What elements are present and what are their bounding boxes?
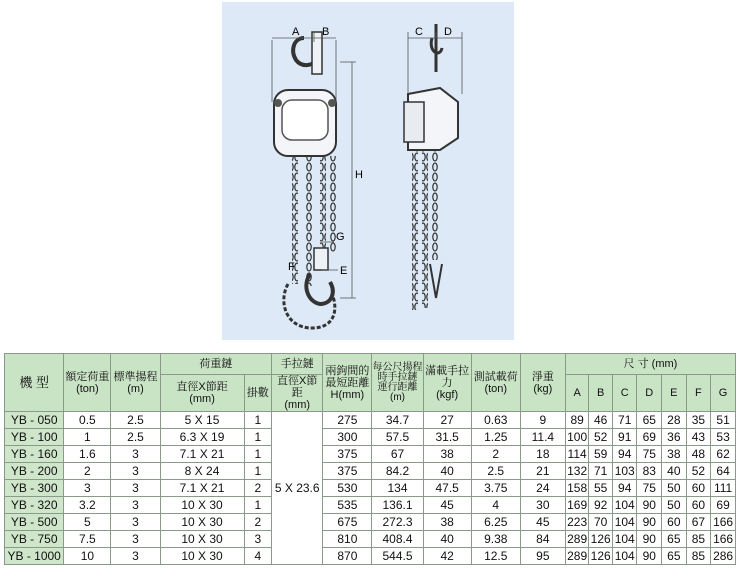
table-row — [5, 463, 736, 480]
dim-d-cell: 90 — [637, 514, 662, 531]
dim-f-cell: 52 — [686, 463, 711, 480]
lift-cell: 2.5 — [111, 412, 160, 429]
dim-c-cell: 91 — [612, 429, 637, 446]
dim-a-cell: 132 — [567, 464, 588, 478]
headroom-cell: 375 — [323, 463, 372, 480]
header-dim-f: F — [686, 375, 711, 412]
dim-label-d: D — [444, 26, 452, 38]
dim-e-cell: 28 — [662, 412, 687, 429]
load-chain-cell: 7.1 X 21 — [160, 446, 244, 463]
hand-chain-run-cell: 84.2 — [372, 463, 423, 480]
hand-chain-run-cell: 544.5 — [372, 548, 423, 565]
dim-b-cell: 126 — [590, 549, 611, 563]
dim-d-cell: 69 — [637, 429, 662, 446]
lift-cell: 3 — [111, 480, 160, 497]
dim-b-cell: 46 — [589, 412, 613, 429]
test-load-cell: 3.75 — [471, 480, 520, 497]
net-weight-cell: 11.4 — [520, 429, 565, 446]
test-load-cell: 6.25 — [471, 514, 520, 531]
net-weight-cell: 95 — [520, 548, 565, 565]
side-view — [404, 24, 462, 310]
lift-cell: 3 — [111, 531, 160, 548]
hand-chain-cell: 5 X 23.6 — [272, 412, 323, 565]
table-row — [5, 497, 736, 514]
rated-load-cell: 3 — [64, 480, 111, 497]
rated-load-cell: 10 — [64, 548, 111, 565]
dim-b-cell: 71 — [589, 463, 613, 480]
dim-g-cell: 286 — [711, 548, 736, 565]
header-model: 機 型 — [5, 354, 64, 412]
dim-g-cell: 51 — [711, 412, 736, 429]
header-hand-chain-run: 每公尺揚程 時手拉鏈 運行距離 (m) — [372, 354, 423, 412]
header-dim-e: E — [662, 375, 687, 412]
headroom-cell: 870 — [323, 548, 372, 565]
hand-pull-cell: 38 — [423, 446, 471, 463]
rated-load-cell: 1.6 — [64, 446, 111, 463]
model-cell: YB - 750 — [5, 531, 64, 548]
dim-a-cell: 89 — [565, 412, 589, 429]
dim-c-cell: 104 — [612, 548, 637, 565]
dim-f-cell: 48 — [686, 446, 711, 463]
hand-pull-cell: 47.5 — [423, 480, 471, 497]
dim-d-cell: 90 — [637, 497, 662, 514]
headroom-cell: 535 — [323, 497, 372, 514]
dim-g-cell: 53 — [711, 429, 736, 446]
headroom-cell: 300 — [323, 429, 372, 446]
headroom-cell: 530 — [323, 480, 372, 497]
hand-pull-cell: 31.5 — [423, 429, 471, 446]
dim-f-cell: 35 — [686, 412, 711, 429]
header-hand-pull: 滿載手拉力 (kgf) — [423, 354, 471, 412]
header-hand-chain-size: 直徑X節距 (mm) — [272, 375, 323, 412]
hand-chain-run-cell: 57.5 — [372, 429, 423, 446]
falls-cell: 1 — [244, 412, 272, 429]
dim-e-cell: 65 — [662, 548, 687, 565]
rated-load-cell: 5 — [64, 514, 111, 531]
falls-cell: 1 — [244, 446, 272, 463]
dim-d-cell: 75 — [637, 480, 662, 497]
dim-c-cell: 104 — [612, 531, 637, 548]
dim-e-cell: 38 — [662, 446, 687, 463]
headroom-cell: 810 — [323, 531, 372, 548]
table-row — [5, 412, 736, 429]
dim-f-cell: 85 — [686, 531, 711, 548]
load-chain-cell: 10 X 30 — [160, 514, 244, 531]
lift-cell: 3 — [111, 463, 160, 480]
header-dim-b: B — [589, 375, 613, 412]
hand-chain-run-cell: 34.7 — [372, 412, 423, 429]
dim-label-b: B — [322, 26, 330, 38]
dim-d-cell: 90 — [637, 548, 662, 565]
load-chain-cell: 6.3 X 19 — [160, 429, 244, 446]
load-chain-cell: 10 X 30 — [160, 497, 244, 514]
load-chain-cell: 10 X 30 — [160, 548, 244, 565]
model-cell: YB - 160 — [5, 446, 64, 463]
falls-cell: 4 — [244, 548, 272, 565]
lift-cell: 3 — [111, 446, 160, 463]
dim-a-cell: 158 — [567, 481, 588, 495]
dim-d-cell: 65 — [637, 412, 662, 429]
falls-cell: 2 — [244, 514, 272, 531]
table-row — [5, 429, 736, 446]
dim-c-cell: 104 — [612, 497, 637, 514]
header-dim-g: G — [711, 375, 736, 412]
load-chain-cell: 7.1 X 21 — [160, 480, 244, 497]
dim-e-cell: 65 — [662, 531, 687, 548]
test-load-cell: 2 — [471, 446, 520, 463]
dim-f-cell: 85 — [686, 548, 711, 565]
dim-label-c: C — [415, 26, 423, 38]
table-row — [5, 480, 736, 497]
dim-b-cell: 70 — [589, 514, 613, 531]
net-weight-cell: 18 — [520, 446, 565, 463]
header-lift: 標準揚程 (m) — [111, 354, 160, 412]
hand-chain-run-cell: 67 — [372, 446, 423, 463]
model-cell: YB - 500 — [5, 514, 64, 531]
test-load-cell: 9.38 — [471, 531, 520, 548]
model-cell: YB - 100 — [5, 429, 64, 446]
dim-d-cell: 83 — [637, 463, 662, 480]
dim-a-cell: 289 — [567, 549, 588, 563]
table-row — [5, 548, 736, 565]
hand-pull-cell: 42 — [423, 548, 471, 565]
dim-f-cell: 60 — [686, 497, 711, 514]
dim-g-cell: 111 — [711, 480, 736, 497]
headroom-cell: 675 — [323, 514, 372, 531]
hand-chain-run-cell: 272.3 — [372, 514, 423, 531]
dim-b-cell: 92 — [589, 497, 613, 514]
model-cell: YB - 200 — [5, 463, 64, 480]
front-view — [272, 32, 356, 328]
dim-g-cell: 69 — [711, 497, 736, 514]
header-net-weight: 淨重 (kg) — [520, 354, 565, 412]
table-row — [5, 514, 736, 531]
header-rated-load: 額定荷重 (ton) — [64, 354, 111, 412]
rated-load-cell: 2 — [64, 463, 111, 480]
load-chain-cell: 5 X 15 — [160, 412, 244, 429]
header-test-load: 測試載荷 (ton) — [471, 354, 520, 412]
hand-pull-cell: 45 — [423, 497, 471, 514]
dim-g-cell: 166 — [711, 514, 736, 531]
test-load-cell: 4 — [471, 497, 520, 514]
dim-c-cell: 94 — [612, 480, 637, 497]
dim-f-cell: 60 — [686, 480, 711, 497]
dim-b-cell: 59 — [589, 446, 613, 463]
hoist-diagram-panel — [222, 2, 514, 340]
dim-e-cell: 40 — [662, 463, 687, 480]
lift-cell: 3 — [111, 497, 160, 514]
dim-f-cell: 67 — [686, 514, 711, 531]
dim-label-g: G — [336, 231, 345, 243]
hand-chain-run-cell: 408.4 — [372, 531, 423, 548]
table-row — [5, 531, 736, 548]
falls-cell: 1 — [244, 463, 272, 480]
hand-pull-cell: 40 — [423, 463, 471, 480]
net-weight-cell: 30 — [520, 497, 565, 514]
dim-label-a: A — [292, 26, 300, 38]
dim-e-cell: 60 — [662, 514, 687, 531]
dim-e-cell: 50 — [662, 480, 687, 497]
model-cell: YB - 1000 — [5, 548, 64, 565]
net-weight-cell: 21 — [520, 463, 565, 480]
falls-cell: 3 — [244, 531, 272, 548]
header-dim-c: C — [612, 375, 637, 412]
dim-b-cell: 55 — [589, 480, 613, 497]
net-weight-cell: 24 — [520, 480, 565, 497]
falls-cell: 1 — [244, 497, 272, 514]
test-load-cell: 12.5 — [471, 548, 520, 565]
lift-cell: 2.5 — [111, 429, 160, 446]
dim-c-cell: 94 — [612, 446, 637, 463]
dim-g-cell: 166 — [711, 531, 736, 548]
dim-b-cell: 126 — [590, 532, 611, 546]
specification-table — [4, 353, 736, 565]
rated-load-cell: 1 — [64, 429, 111, 446]
dim-a-cell: 169 — [567, 498, 588, 512]
dim-e-cell: 36 — [662, 429, 687, 446]
lift-cell: 3 — [111, 548, 160, 565]
header-dim-a: A — [565, 375, 589, 412]
net-weight-cell: 84 — [520, 531, 565, 548]
hand-chain-run-cell: 134 — [372, 480, 423, 497]
header-headroom: 兩鉤間的 最短距離 H(mm) — [323, 354, 372, 412]
falls-cell: 2 — [244, 480, 272, 497]
rated-load-cell: 3.2 — [64, 497, 111, 514]
dim-b-cell: 52 — [589, 429, 613, 446]
dim-a-cell: 100 — [567, 430, 588, 444]
headroom-cell: 275 — [323, 412, 372, 429]
header-load-chain-size: 直徑X節距 (mm) — [160, 375, 244, 412]
hand-pull-cell: 27 — [423, 412, 471, 429]
rated-load-cell: 7.5 — [64, 531, 111, 548]
header-hand-chain: 手拉鏈 — [272, 354, 323, 375]
dim-a-cell: 223 — [567, 515, 588, 529]
hand-pull-cell: 40 — [423, 531, 471, 548]
rated-load-cell: 0.5 — [64, 412, 111, 429]
chain-hoist-drawing — [222, 2, 514, 340]
header-dimensions: 尺 寸 (mm) — [565, 354, 735, 375]
dim-a-cell: 289 — [567, 532, 588, 546]
dim-label-h: H — [355, 169, 363, 181]
falls-cell: 1 — [244, 429, 272, 446]
specification-table-body — [5, 412, 736, 565]
model-cell: YB - 320 — [5, 497, 64, 514]
lift-cell: 3 — [111, 514, 160, 531]
model-cell: YB - 300 — [5, 480, 64, 497]
load-chain-cell: 10 X 30 — [160, 531, 244, 548]
dim-d-cell: 75 — [637, 446, 662, 463]
dim-c-cell: 103 — [612, 463, 637, 480]
net-weight-cell: 45 — [520, 514, 565, 531]
dim-g-cell: 64 — [711, 463, 736, 480]
test-load-cell: 0.63 — [471, 412, 520, 429]
dim-label-e: E — [340, 265, 348, 277]
hand-pull-cell: 38 — [423, 514, 471, 531]
test-load-cell: 2.5 — [471, 463, 520, 480]
dim-c-cell: 104 — [612, 514, 637, 531]
dim-d-cell: 90 — [637, 531, 662, 548]
headroom-cell: 375 — [323, 446, 372, 463]
model-cell: YB - 050 — [5, 412, 64, 429]
dim-f-cell: 43 — [686, 429, 711, 446]
hand-chain-run-cell: 136.1 — [372, 497, 423, 514]
dim-label-f: F — [288, 261, 295, 273]
load-chain-cell: 8 X 24 — [160, 463, 244, 480]
header-load-chain: 荷重鏈 — [160, 354, 272, 375]
dim-e-cell: 50 — [662, 497, 687, 514]
dim-a-cell: 114 — [565, 446, 589, 463]
test-load-cell: 1.25 — [471, 429, 520, 446]
header-falls: 掛數 — [244, 375, 272, 412]
header-dim-d: D — [637, 375, 662, 412]
dim-g-cell: 62 — [711, 446, 736, 463]
net-weight-cell: 9 — [520, 412, 565, 429]
dim-c-cell: 71 — [612, 412, 637, 429]
table-row — [5, 446, 736, 463]
